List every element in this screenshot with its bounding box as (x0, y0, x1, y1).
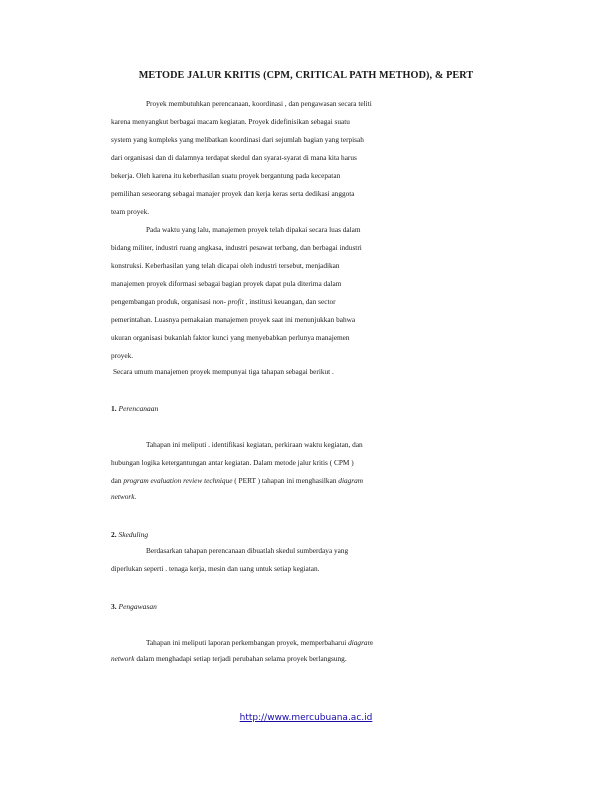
paragraph-line: diperlukan seperti . tenaga kerja, mesin dan uang untuk setiap kegiatan. (111, 564, 320, 573)
paragraph-line (146, 638, 373, 648)
paragraph-line: Pada waktu yang lalu, manajemen proyek telah dipakai secara luas dalam (146, 225, 361, 234)
paragraph-line: ukuran organisasi bukanlah faktor kunci yang menyebabkan perlunya manajemen (111, 333, 350, 342)
paragraph-line: Tahapan ini meliputi . identifikasi kegiatan, perkiraan waktu kegiatan, dan (146, 440, 363, 449)
section-name: Pengawasan (118, 602, 157, 611)
section-number: 3. (111, 602, 117, 611)
footer (0, 713, 612, 723)
paragraph-line: Proyek membutuhkan perencanaan, koordinasi , dan pengawasan secara teliti (146, 99, 372, 108)
section-heading (111, 602, 157, 611)
paragraph-line: Secara umum manajemen proyek mempunyai tiga tahapan sebagai berikut . (113, 367, 334, 376)
paragraph-line (111, 476, 363, 486)
paragraph-line: karena menyangkut berbagai macam kegiatan. Proyek didefinisikan sebagai suatu (111, 117, 350, 126)
text-span: dan (111, 476, 124, 485)
footer-link[interactable]: http://www.mercubuana.ac.id (239, 713, 373, 723)
italic-term: network. (111, 492, 137, 501)
page-title: METODE JALUR KRITIS (CPM, CRITICAL PATH METHOD), & PERT (138, 70, 474, 81)
italic-term: diagram (338, 476, 364, 485)
section-name: Skeduling (118, 530, 149, 539)
text-span: ( PERT ) tahapan ini menghasilkan (232, 476, 339, 485)
paragraph-line: konstruksi. Keberhasilan yang telah dicapai oleh industri tersebut, menjadikan (111, 261, 340, 270)
italic-term: non- profit (212, 297, 244, 306)
paragraph-line (111, 492, 136, 502)
paragraph-line: system yang kompleks yang melibatkan koordinasi dari sejumlah bagian yang terpisah (111, 135, 364, 144)
paragraph-line: bekerja. Oleh karena itu keberhasilan suatu proyek bergantung pada kecepatan (111, 171, 341, 180)
paragraph-line: manajemen proyek diformasi sebagai bagian proyek dapat pula diterima dalam (111, 279, 342, 288)
section-heading (111, 530, 148, 539)
paragraph-line: dari organisasi dan di dalamnya terdapat skedul dan syarat-syarat di mana kita harus (111, 153, 357, 162)
paragraph-line: Berdasarkan tahapan perencanaan dibuatlah skedul sumberdaya yang (146, 546, 349, 555)
text-span: , institusi keuangan, dan sector (243, 297, 336, 306)
text-span: pengembangan produk, organisasi (111, 297, 213, 306)
paragraph-line: bidang militer, industri ruang angkasa, industri pesawat terbang, dan berbagai industri (111, 243, 362, 252)
paragraph-line: pemilihan seseorang sebagai manajer proyek dan kerja keras serta dedikasi anggota (111, 189, 355, 198)
paragraph-line: team proyek. (111, 207, 150, 216)
section-number: 2. (111, 530, 117, 539)
paragraph-line (111, 654, 347, 664)
italic-term: network (111, 654, 135, 663)
section-number: 1. (111, 404, 117, 413)
text-span: dalam menghadapi setiap terjadi perubahan selama proyek berlangsung. (134, 654, 347, 663)
paragraph-line (111, 297, 336, 307)
paragraph-line: pemerintahan. Luasnya pemakaian manajemen proyek saat ini menunjukkan bahwa (111, 315, 356, 324)
text-span: Tahapan ini meliputi laporan perkembangan proyek, memperbaharui (146, 638, 349, 647)
italic-term: diagram (348, 638, 373, 647)
paragraph-line: proyek. (111, 351, 134, 360)
italic-term: program evaluation review technique (123, 476, 233, 485)
paragraph-line: hubungan logika ketergantungan antar kegiatan. Dalam metode jalur kritis ( CPM ) (111, 458, 354, 467)
section-heading (111, 404, 158, 413)
section-name: Perencanaan (118, 404, 159, 413)
